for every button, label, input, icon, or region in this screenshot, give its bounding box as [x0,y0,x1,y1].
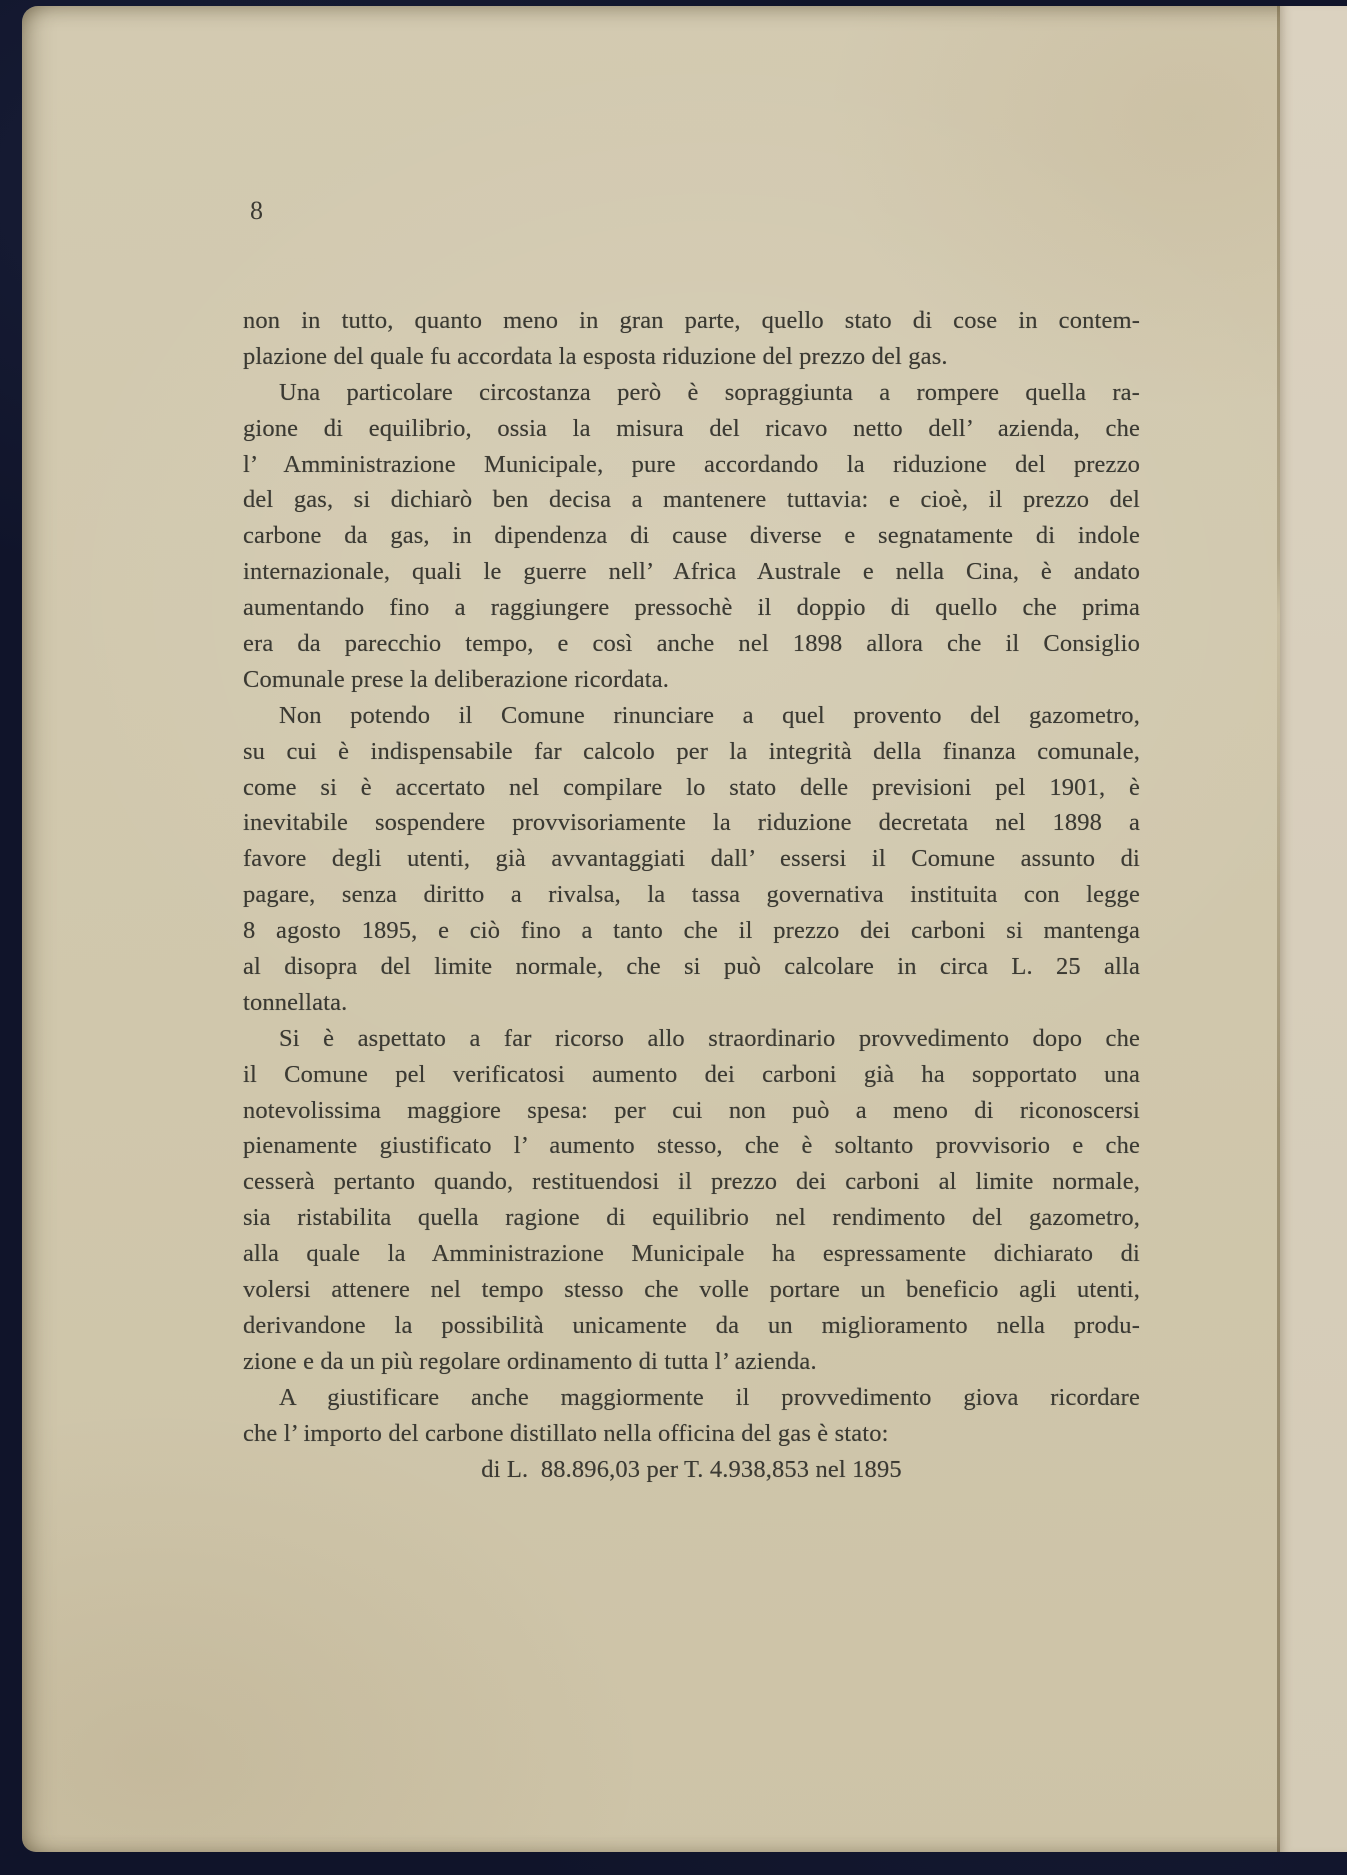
text-line: zione e da un più regolare ordinamento di tutta l’ azienda. [243,1347,817,1375]
text-line: del gas, si dichiarò ben decisa a mantenere tuttavia: e cioè, il prezzo del [243,486,1140,514]
text-line: plazione del quale fu accordata la esposta riduzione del prezzo del gas. [243,342,948,370]
text-line: favore degli utenti, già avvantaggiati dall’ essersi il Comune assunto di [243,845,1140,873]
text-line: derivandone la possibilità unicamente da un miglioramento nella produ- [243,1311,1140,1339]
text-line: su cui è indispensabile far calcolo per la integrità della finanza comunale, [243,737,1140,765]
text-line: Una particolare circostanza però è sopraggiunta a rompere quella ra- [279,378,1140,406]
text-line: Comunale prese la deliberazione ricordata. [243,665,670,693]
text-line: sia ristabilita quella ragione di equilibrio nel rendimento del gazometro, [243,1204,1140,1232]
text-line: pagare, senza diritto a rivalsa, la tassa governativa instituita con legge [243,881,1140,909]
text-line: non in tutto, quanto meno in gran parte, quello stato di cose in contem- [243,307,1140,334]
text-line: come si è accertato nel compilare lo stato delle previsioni pel 1901, è [243,773,1140,801]
text-line: gione di equilibrio, ossia la misura del ricavo netto dell’ azienda, che [243,414,1140,442]
text-line: internazionale, quali le guerre nell’ Africa Australe e nella Cina, è andato [243,558,1140,586]
text-line: cesserà pertanto quando, restituendosi il prezzo dei carboni al limite normale, [243,1168,1140,1196]
book-page [22,6,1347,1852]
text-line: 8 agosto 1895, e ciò fino a tanto che il prezzo dei carboni si mantenga [243,917,1140,945]
text-line: carbone da gas, in dipendenza di cause diverse e segnatamente di indole [243,522,1140,550]
text-line: alla quale la Amministrazione Municipale ha espressamente dichiarato di [243,1240,1140,1268]
text-line: Non potendo il Comune rinunciare a quel provento del gazometro, [279,701,1140,729]
text-line: era da parecchio tempo, e così anche nel 1898 allora che il Consiglio [243,630,1140,658]
page-text-block [243,303,1140,1487]
text-line: A giustificare anche maggiormente il provvedimento giova ricordare [279,1383,1140,1411]
page-number: 8 [250,196,264,225]
text-line: tonnellata. [243,988,348,1016]
page-fold-crease [1277,6,1280,1852]
text-line: l’ Amministrazione Municipale, pure accordando la riduzione del prezzo [243,450,1140,478]
text-line: pienamente giustificato l’ aumento stesso, che è soltanto provvisorio e che [243,1132,1140,1160]
text-line: che l’ importo del carbone distillato nella officina del gas è stato: [243,1419,889,1447]
text-line: aumentando fino a raggiungere pressochè il doppio di quello che prima [243,594,1140,622]
text-line: Si è aspettato a far ricorso allo straordinario provvedimento dopo che [279,1024,1140,1052]
text-line: inevitabile sospendere provvisoriamente la riduzione decretata nel 1898 a [243,809,1140,837]
text-line: di L. 88.896,03 per T. 4.938,853 nel 1895 [481,1455,902,1483]
text-line: volersi attenere nel tempo stesso che volle portare un beneficio agli utenti, [243,1276,1140,1304]
adjacent-page-edge [1280,6,1347,1852]
text-line: notevolissima maggiore spesa: per cui non può a meno di riconoscersi [243,1096,1140,1124]
text-line: al disopra del limite normale, che si può calcolare in circa L. 25 alla [243,953,1140,981]
text-line: il Comune pel verificatosi aumento dei carboni già ha sopportato una [243,1060,1140,1088]
